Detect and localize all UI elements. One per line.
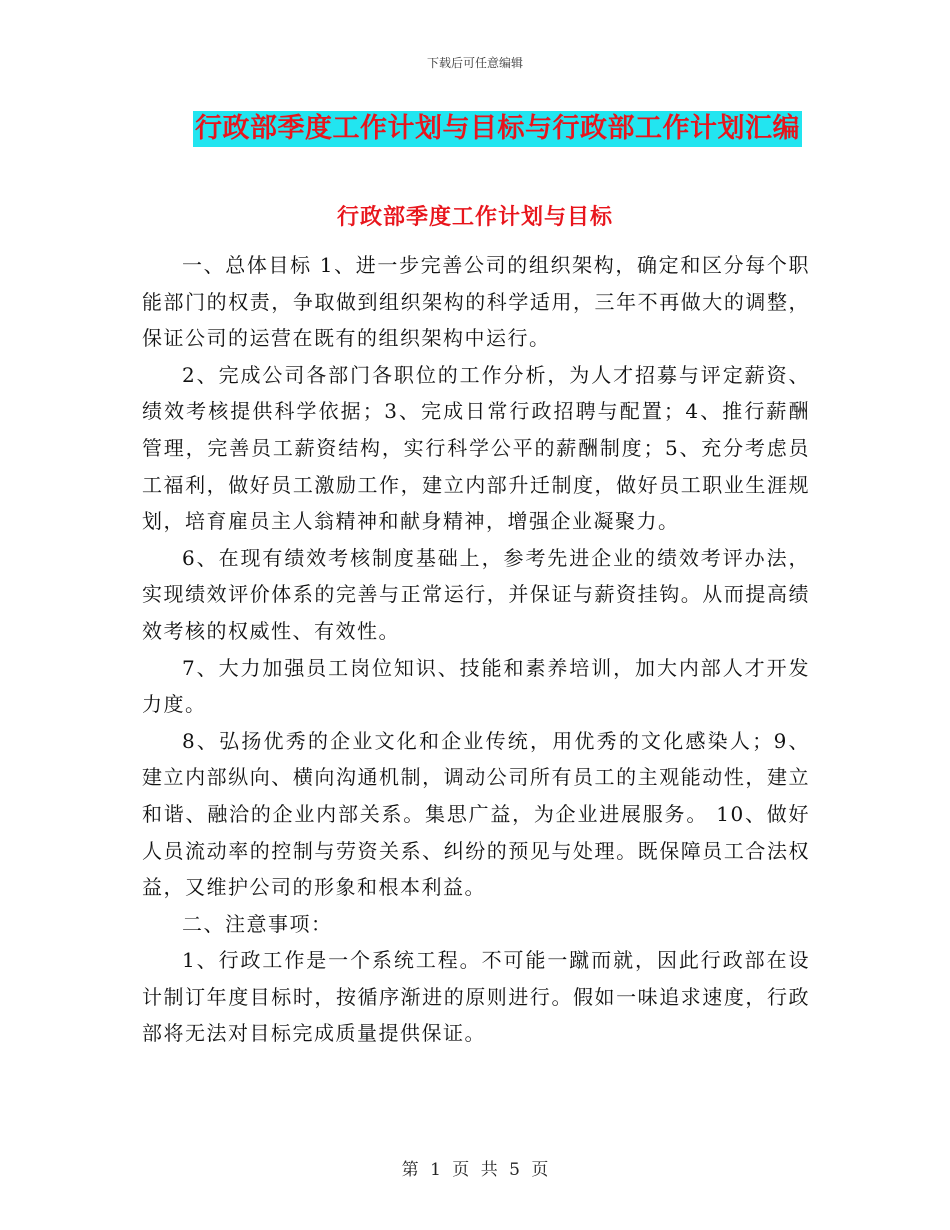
page-number-footer: 第 1 页 共 5 页: [401, 1160, 549, 1180]
section-title: 行政部季度工作计划与目标: [336, 205, 613, 230]
document-body: [142, 247, 810, 1052]
paragraph: 一、总体目标 1、进一步完善公司的组织架构，确定和区分每个职能部门的权责，争取做到组织架构的科学适用，三年不再做大的调整，保证公司的运营在既有的组织架构中运行。: [142, 253, 810, 351]
paragraph: 6、在现有绩效考核制度基础上，参考先进企业的绩效考评办法，实现绩效评价体系的完善与正常运行，并保证与薪资挂钩。从而提高绩效考核的权威性、有效性。: [142, 545, 810, 643]
page-header-note: 下载后可任意编辑: [426, 56, 523, 70]
paragraph: 7、大力加强员工岗位知识、技能和素养培训，加大内部人才开发力度。: [142, 655, 810, 717]
document-title-container: [0, 111, 950, 147]
paragraph: 2、完成公司各部门各职位的工作分析，为人才招募与评定薪资、绩效考核提供科学依据；3、完成日常行政招聘与配置；4、推行薪酬管理，完善员工薪资结构，实行科学公平的薪酬制度；5、充分考虑员工福利，做好员工激励工作，建立内部升迁制度，做好员工职业生涯规划，培育雇员主人翁精神和献身精神，增强企业凝聚力。: [142, 362, 810, 534]
paragraph: 1、行政工作是一个系统工程。不可能一蹴而就，因此行政部在设计制订年度目标时，按循序渐进的原则进行。假如一味追求速度，行政部将无法对目标完成质量提供保证。: [142, 948, 810, 1046]
paragraph: 二、注意事项：: [182, 911, 333, 936]
document-title: 行政部季度工作计划与目标与行政部工作计划汇编: [193, 111, 802, 147]
paragraph: 8、弘扬优秀的企业文化和企业传统，用优秀的文化感染人；9、建立内部纵向、横向沟通机制，调动公司所有员工的主观能动性，建立和谐、融洽的企业内部关系。集思广益，为企业进展服务。 10、做好人员流动率的控制与劳资关系、纠纷的预见与处理。既保障员工合法权益，又维护公司的形象和根本利益。: [142, 728, 810, 900]
